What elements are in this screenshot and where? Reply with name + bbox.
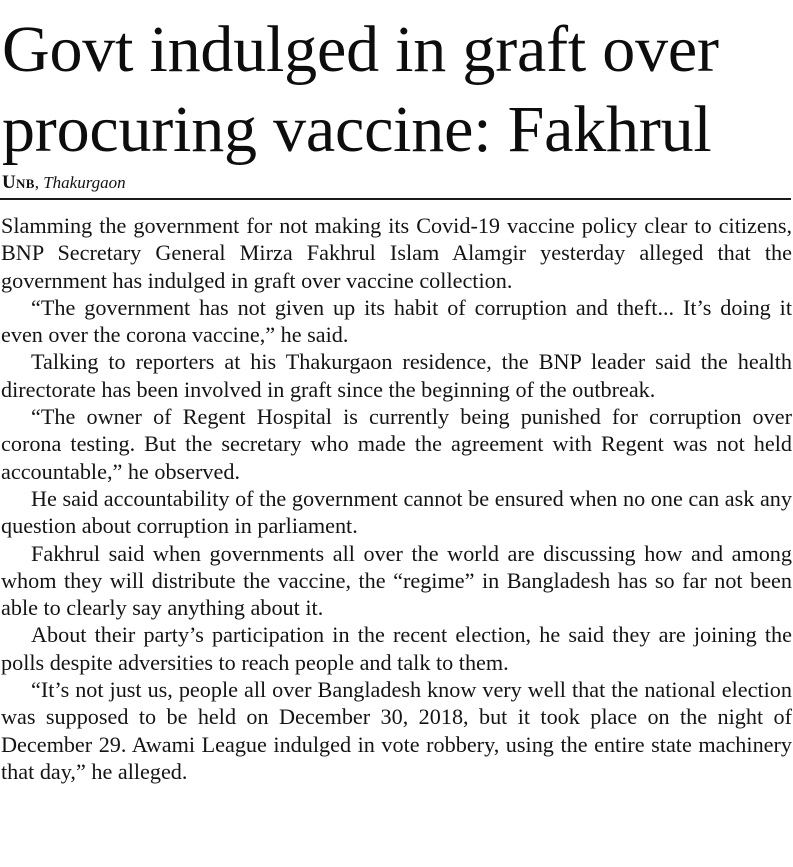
headline-line-1: Govt indulged in graft over	[2, 13, 719, 86]
paragraph: Fakhrul said when governments all over the world are discussing how and among whom they will distribute the vaccine, the “regime” in Bangladesh has so far not been able to clearly say anything about it.	[1, 540, 792, 621]
byline-separator: ,	[34, 173, 39, 192]
headline-line-2: procuring vaccine: Fakhrul	[2, 93, 712, 166]
paragraph: “The government has not given up its habit of corruption and theft... It’s doing it even over the corona vaccine,” he said.	[1, 294, 792, 348]
article-body	[0, 200, 792, 785]
paragraph: About their party’s participation in the recent election, he said they are joining the polls despite adversities to reach people and talk to them.	[1, 622, 792, 675]
paragraph: “The owner of Regent Hospital is currently being punished for corruption over corona testing. But the secretary who made the agreement with Regent was not held accountable,” he observed.	[1, 404, 792, 484]
byline	[0, 170, 793, 198]
paragraph: “It’s not just us, people all over Bangladesh know very well that the national election was supposed to be held on December 30, 2018, but it took place on the night of December 29. Awami League indulged in vote robbery, using the entire state machinery that day,” he alleged.	[1, 677, 792, 784]
byline-location: Thakurgaon	[43, 173, 126, 192]
headline	[0, 0, 793, 170]
byline-agency: Unb	[2, 172, 35, 193]
paragraph: Slamming the government for not making its Covid-19 vaccine policy clear to citizens, BNP Secretary General Mirza Fakhrul Islam Alamgir yesterday alleged that the government has indulged in graft over vaccine collection.	[1, 213, 792, 293]
paragraph: He said accountability of the government cannot be ensured when no one can ask any question about corruption in parliament.	[1, 485, 792, 539]
paragraph: Talking to reporters at his Thakurgaon residence, the BNP leader said the health directorate has been involved in graft since the beginning of the outbreak.	[1, 349, 792, 402]
